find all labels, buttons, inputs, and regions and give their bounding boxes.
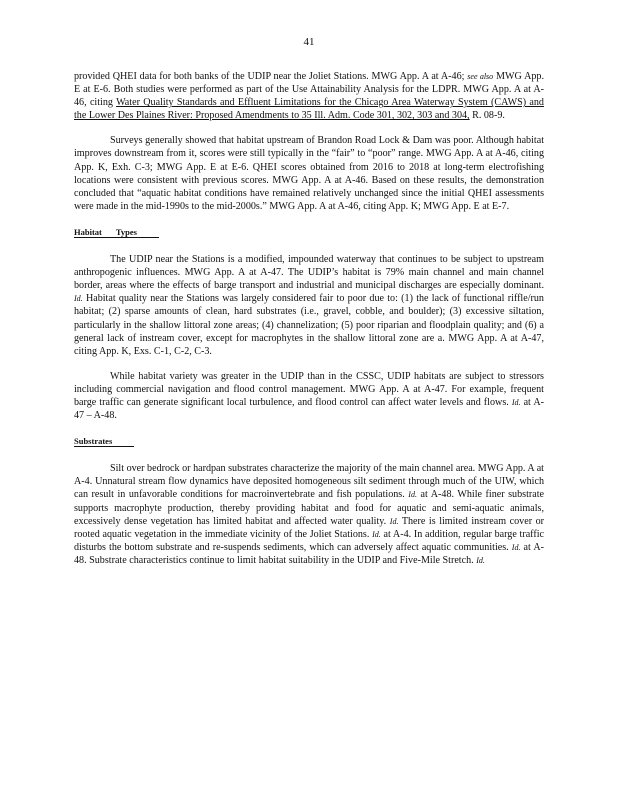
p5-text-b: at A-48. While finer substrate supports macrophyte production, thereby providing habitat and food for aquatic and semi-aquatic animals, excessively dense vegetation has limited habitat and affected water quality. — [74, 489, 544, 527]
p4-text-a: While habitat variety was greater in the UDIP than in the CSSC, UDIP habitats are subject to stressors including commercial navigation and flood control management. MWG App. A at A-47. For example, frequent barge traffic can generate significant local turbulence, and flood control can affect water levels and flows. — [74, 370, 544, 408]
p5-text-e: at A-48. Substrate characteristics continue to limit habitat suitability in the UDIP and Five-Mile Stretch. — [74, 541, 544, 566]
id-citation: Id. — [74, 294, 83, 304]
p1-text-a: provided QHEI data for both banks of the UDIP near the Joliet Stations. MWG App. A at A-46; — [74, 71, 465, 82]
page-number: 41 — [303, 36, 315, 48]
paragraph-substrates — [74, 462, 544, 567]
id-citation: Id. — [511, 542, 521, 552]
heading-types-word: Types — [115, 226, 137, 237]
id-citation: Id. — [511, 397, 521, 407]
p5-text-d: at A-4. In addition, regular barge traffic disturbs the bottom substrate and re-suspends sediments, which can adversely affect aquatic communities. — [74, 528, 544, 553]
paragraph-udip-modified — [74, 253, 544, 358]
heading-substrates: Substrates — [74, 436, 134, 447]
p4-text-b: at A-47 – A-48. — [74, 396, 544, 422]
heading-habitat-types — [74, 227, 159, 238]
p5-text-c: There is limited instream cover or rooted aquatic vegetation in the immediate vicinity of the Joliet Stations. — [74, 515, 545, 540]
id-citation: Id. — [476, 555, 485, 565]
id-citation: Id. — [408, 490, 417, 500]
case-citation: Water Quality Standards and Effluent Limitations for the Chicago Area Waterway System (CAWS) and the Lower Des Plaines River: Proposed Amendments to 35 Ill. Adm. Code 301, 302, 303 and 304, — [74, 97, 544, 122]
paragraph-qhei-data — [74, 70, 544, 122]
p3-text-b: Habitat quality near the Stations was largely considered fair to poor due to: (1) the lack of functional riffle/run habitat; (2) sparse amounts of clean, hard substrates (i.e., gravel, cobble, and boulder); (3) excessive siltation, particularly in the shallow littoral zone areas; (4) channelization; (5) poor riparian and floodplain quality; and (6) a general lack of instream cover, except for macrophytes in the shallow littoral zone are a. MWG App. A at A-47, citing App. K, Exs. C-1, C-2, C-3. — [74, 293, 544, 357]
paragraph-habitat-variety — [74, 370, 544, 422]
id-citation: Id. — [372, 529, 381, 539]
paragraph-surveys: Surveys generally showed that habitat upstream of Brandon Road Lock & Dam was poor. Although habitat improves downstream from it, scores were still typically in the “fair” to “poor” range. MWG App. A at A-46, citing App. K, Exh. C-3; MWG App. E at E-6. QHEI scores obtained from 2016 to 2018 at long-term electrofishing locations were consistent with previous scores. MWG App. A at A-46. Based on these results, the demonstration concluded that “aquatic habitat conditions have remained relatively unchanged since the initial QHEI assessments were made in the mid-1990s to the mid-2000s.” MWG App. A at A-46, citing App. K; MWG App. E at E-7. — [74, 135, 544, 212]
p3-text-a: The UDIP near the Stations is a modified, impounded waterway that continues to be subject to upstream anthropogenic influences. MWG App. A at A-47. The UDIP’s habitat is 79% main channel and main channel border, areas where the effects of barge transport and industrial and municipal discharges are especially dominant. — [74, 254, 544, 292]
document-body — [74, 70, 544, 567]
heading-habitat-word: Habitat — [74, 226, 102, 237]
p5-text-a: Silt over bedrock or hardpan substrates characterize the majority of the main channel area. MWG App. A at A-4. Unnatural stream flow dynamics have deposited homogeneous silt sediment through much of the UIW, which can result in unfavorable conditions for macroinvertebrate and fish populations. — [74, 463, 544, 501]
p1-text-c: R. 08-9. — [472, 110, 505, 122]
p1-text-b: MWG App. E at E-6. Both studies were performed as part of the Use Attainability Analysis for the LDPR. MWG App. A at A-46, citing — [74, 71, 544, 109]
see-also-signal: see also — [467, 72, 494, 81]
id-citation: Id. — [389, 516, 399, 526]
